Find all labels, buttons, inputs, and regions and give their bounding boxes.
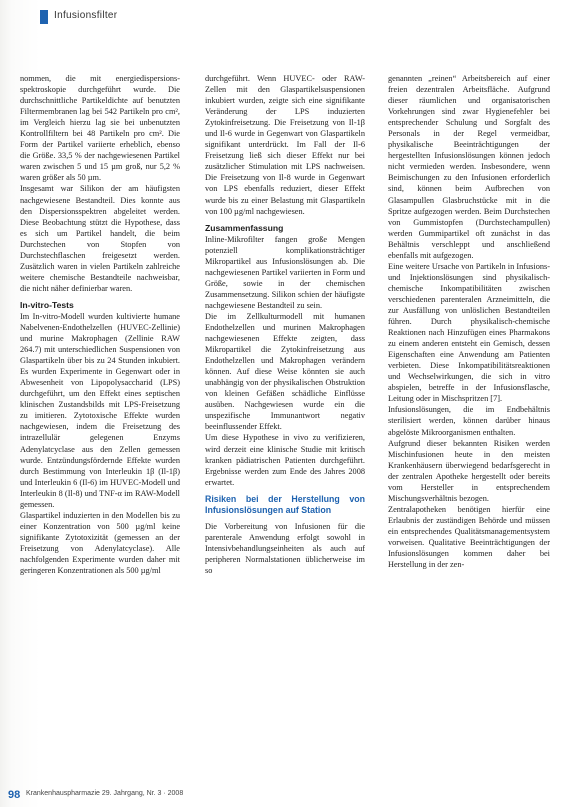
paragraph: nommen, die mit energiedispersions-spektroskopie durchgeführt wurde. Die durchschnittliche Partikeldichte auf benutzten Filtermembranen lag bei 542 Partikeln pro cm², im Vergleich hierzu lag sie bei unbenutzten Kontrollfiltern bei 48 Partikeln pro cm². Die Form der Partikel variierte erheblich, ebenso die Größe. 33,5 % der nachgewiesenen Partikel waren zwischen 5 und 15 µm groß, nur 5,2 % waren größer als 50 µm. [20, 74, 180, 183]
paragraph: Glaspartikel induzierten in den Modellen bis zu einer Konzentration von 500 µg/ml keine signifikante Zytotoxizität (gemessen an der Freisetzung von Adenylatcyclase). Alle nachfolgenden Experimente wurden daher mit geringeren Konzentrationen als 500 µg/ml [20, 510, 180, 576]
paragraph: genannten „reinen“ Arbeitsbereich auf einer freien dezentralen Arbeitsfläche. Aufgrund dieser räumlichen und organisatorischen Vorkehrungen sind zwar Hygienefehler bei entsprechender Schulung und Sorgfalt des Personals in der Regel vermeidbar, physikalische Beeinträchtigungen der hergestellten Infusionslösungen können jedoch nicht vermieden werden. Insbesondere, wenn Beimischungen zu den Infusionen erforderlich sind, können beim Aufbrechen von Glasampullen Glasbruchstücke mit in die Spritze aufgezogen werden. Beim Durchstechen von Gummistopfen (Durchstechampullen) werden Gummipartikel oft zunächst in das Behältnis verschleppt und anschließend ebenfalls mit aufgezogen. [388, 74, 550, 260]
text-column-3 [388, 73, 550, 570]
paragraph: Infusionslösungen, die im Endbehältnis sterilisiert werden, können darüber hinaus abgelöste Mikroorganismen enthalten. [388, 405, 550, 437]
paragraph: Um diese Hypothese in vivo zu verifizieren, wird derzeit eine klinische Studie mit kritisch kranken pädiatrischen Patienten durchgeführt. Ergebnisse werden zum Ende des Jahres 2008 erwartet. [205, 433, 365, 487]
subheading-risks: Risiken bei der Herstellung von Infusionslösungen auf Station [205, 493, 365, 516]
journal-citation: Krankenhauspharmazie 29. Jahrgang, Nr. 3 · 2008 [26, 790, 184, 797]
paragraph: Im In-vitro-Modell wurden kultivierte humane Nabelvenen-Endothelzellen (HUVEC-Zellinie) und murine Makrophagen (Zellinie RAW 264.7) mit unterschiedlichen Suspensionen von Glaspartikeln über bis zu 24 Stunden inkubiert. Es wurden Experimente in Gegenwart oder in Abwesenheit von Lipopolysaccharid (LPS) durchgeführt, um den Effekt eines septischen klinischen Zustandsbilds mit LPS-Freisetzung zu imitieren. Zytotoxische Effekte wurden nachgewiesen, indem die Freisetzung des intrazellulär gelegenen Enzyms Adenylatcyclase aus den Zellen gemessen wurde. Entzündungsfördernde Effekte wurden durch Bestimmung von Interleukin 1β (Il-1β) und Interleukin 6 (Il-6) im HUVEC-Modell und Interleukin 8 (Il-8) und TNF-α im RAW-Modell gemessen. [20, 311, 180, 509]
subheading-in-vitro-tests: In-vitro-Tests [20, 299, 74, 310]
text-column-2 [205, 73, 365, 576]
paragraph: Die Vorbereitung von Infusionen für die parenterale Anwendung erfolgt sowohl in Intensivbehandlungseinheiten als auch auf peripheren Normalstationen üblicherweise im so [205, 521, 365, 575]
section-marker [40, 10, 48, 24]
subheading-summary: Zusammenfassung [205, 222, 284, 233]
text-column-1 [20, 73, 180, 576]
page-number: 98 [8, 789, 21, 801]
paragraph: Die im Zellkulturmodell mit humanen Endothelzellen und murinen Makrophagen nachgewiesenen Effekte zeigten, dass Mikropartikel die Zytokinfreisetzung aus Endothelzellen und Makrophagen verändern können. Auf diese Weise könnten sie auch unabhängig von der physikalischen Obstruktion von kleinen Gefäßen schädliche Einflüsse ausüben. Nachgewiesen wurde ein die unspezifische Immunantwort negativ beeinflussender Effekt. [205, 311, 365, 432]
paragraph: Insgesamt war Silikon der am häufigsten nachgewiesene Bestandteil. Dies konnte aus den Dispersionsspektren abgeleitet werden. Diese Beobachtung stützt die Hypothese, dass es sich um Partikel handelt, die beim Durchstechen von Stopfen von Durchstechflaschen freigesetzt werden. Zusätzlich waren in vielen Partikeln zahlreiche weitere chemische Bestandteile nachweisbar, die nicht näher definierbar waren. [20, 184, 180, 293]
paragraph: Eine weitere Ursache von Partikeln in Infusions- und Injektionslösungen sind physikalisch-chemische Inkompatibilitäten zwischen verschiedenen parenteralen Arzneimitteln, die zur Ausfällung von unlöslichen Bestandteilen führen. Durch physikalisch-chemische Reaktionen nach Hinzufügen eines Pharmakons zu einem anderen entsteht ein Gemisch, dessen Eigenschaften eine Anwendung am Patienten verbieten. Diese Inkompatibilitätsreaktionen und Wechselwirkungen, die sich in vitro abspielen, betreffe in der Infusionsflasche, Leitung oder in Mischspritzen [7]. [388, 261, 550, 404]
section-title: Infusionsfilter [54, 10, 118, 21]
paragraph: Zentralapotheken benötigen hierfür eine Erlaubnis der zuständigen Behörde und müssen ein entsprechendes Qualitätsmanagementsystem vorweisen. Qualitative Beeinträchtigungen der Infusionslösungen kommen daher bei Herstellung in der zen- [388, 504, 550, 570]
paragraph: Aufgrund dieser bekannten Risiken werden Mischinfusionen heute in den meisten Krankenhäusern überwiegend bedarfsgerecht in der zentralen Apotheke hergestellt oder bereits vom Hersteller in entsprechendem Mischungsverhältnis bezogen. [388, 438, 550, 503]
paragraph: durchgeführt. Wenn HUVEC- oder RAW-Zellen mit den Glaspartikelsuspensionen inkubiert wurden, zeigte sich eine signifikante Veränderung der LPS induzierten Zytokinfreisetzung. Die Freisetzung von Il-1β und Il-6 wurde in Gegenwart von Glaspartikeln signifikant unterdrückt. Im Fall der Il-6 Freisetzung ließ sich dieser Effekt nur bei zusätzlicher Stimulation mit LPS nachweisen. Die Freisetzung von Il-8 wurde in Gegenwart von LPS ebenfalls reduziert, dieser Effekt wurde bis zu einer Belastung mit Glaspartikeln von 100 µg/ml nachgewiesen. [205, 74, 365, 216]
paragraph: Inline-Mikrofilter fangen große Mengen potenziell komplikationsträchtiger Mikropartikel aus Infusionslösungen ab. Die nachgewiesenen Partikel variierten in Form und Größe, sowie in der chemischen Zusammensetzung. Silikon schien der häufigste nachgewiesene Bestandteil zu sein. [205, 234, 365, 310]
